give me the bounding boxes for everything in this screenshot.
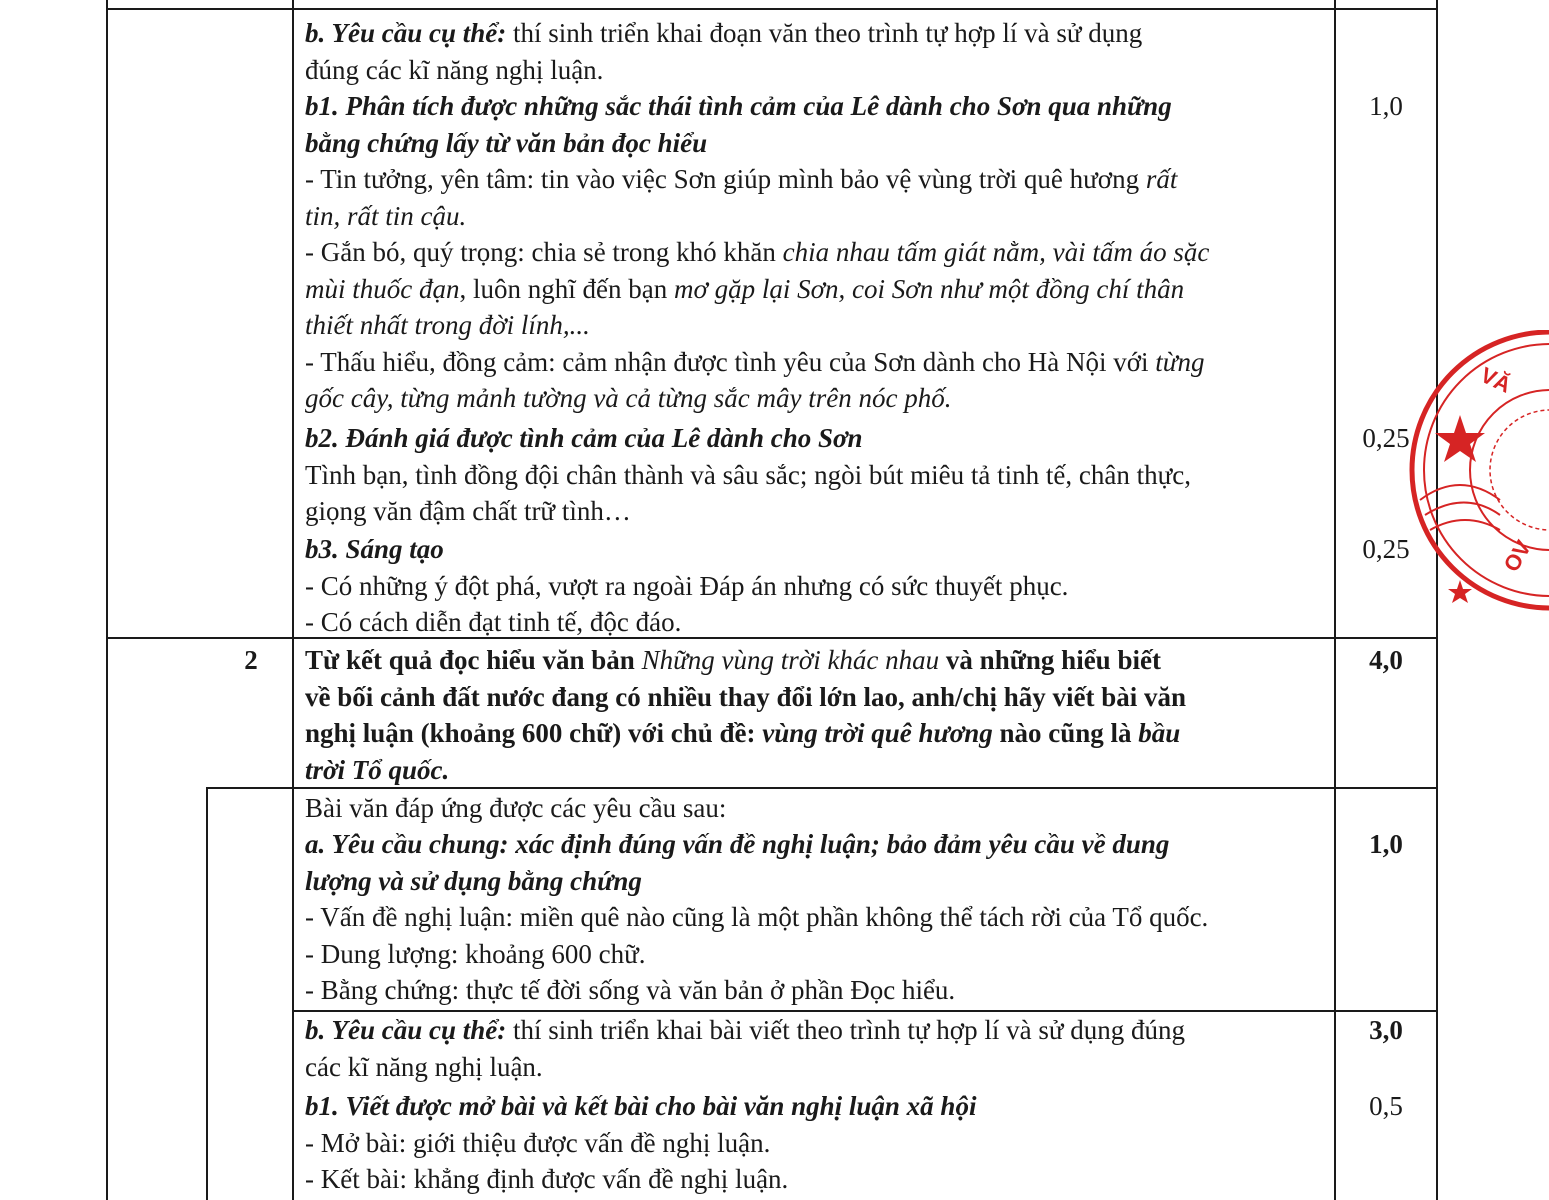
seal-text-bottom: OV (1498, 536, 1537, 577)
text-line (305, 1125, 770, 1161)
text-line (305, 457, 1191, 493)
text-line (305, 790, 726, 826)
text-segment: nào cũng là (992, 718, 1139, 748)
text-line (305, 936, 646, 972)
text-segment: các kĩ năng nghị luận. (305, 1051, 543, 1082)
text-segment: Tình bạn, tình đồng đội chân thành và sâu sắc; ngòi bút miêu tả tinh tế, chân thực, (305, 459, 1191, 490)
score-cell: 0,5 (1369, 1091, 1403, 1121)
text-segment: mơ gặp lại Sơn, coi Sơn như một đồng chí thân (673, 273, 1185, 304)
text-line (305, 344, 1205, 380)
text-line (305, 863, 642, 899)
text-segment: từng (1155, 346, 1205, 377)
text-line (305, 88, 1172, 124)
text-segment: - Gắn bó, quý trọng: chia sẻ trong khó khăn (305, 237, 783, 267)
text-segment: Những vùng trời khác nhau (641, 645, 940, 675)
text-segment: thiết nhất trong đời lính,... (305, 310, 590, 340)
text-line (305, 234, 1209, 270)
text-segment: về bối cảnh đất nước đang có nhiều thay đổi lớn lao, anh/chị hãy viết bài văn (305, 681, 1187, 712)
seal-text-top: VĂ (1476, 362, 1515, 398)
text-segment: - Có cách diễn đạt tinh tế, độc đáo. (305, 607, 682, 637)
text-line (305, 899, 1208, 935)
text-segment: b1. Phân tích được những sắc thái tình cảm của Lê dành cho Sơn qua những (305, 91, 1172, 121)
text-segment: a. Yêu cầu chung: xác định đúng vấn đề nghị luận; bảo đảm yêu cầu về dung (305, 829, 1170, 859)
text-line (305, 493, 631, 529)
text-segment: vùng trời quê hương (762, 718, 993, 748)
text-line (305, 198, 466, 234)
text-segment: tin, rất tin cậu. (305, 200, 467, 231)
text-line (305, 715, 1180, 751)
text-line (305, 826, 1169, 862)
text-line (305, 604, 681, 640)
text-segment: mùi thuốc đạn (305, 273, 460, 304)
text-line (305, 420, 862, 456)
text-line (305, 568, 1068, 604)
score-cell: 0,25 (1362, 534, 1410, 564)
text-line (305, 161, 1177, 197)
text-segment: b. Yêu cầu cụ thể: (305, 18, 507, 48)
text-segment: và những hiểu biết (939, 645, 1161, 675)
text-line (305, 52, 603, 88)
text-segment: Từ kết quả đọc hiểu văn bản (305, 645, 642, 675)
text-line (305, 380, 951, 416)
text-segment: - Mở bài: giới thiệu được vấn đề nghị luận. (305, 1127, 771, 1158)
text-segment: - Vấn đề nghị luận: miền quê nào cũng là một phần không thể tách rời của Tổ quốc. (305, 902, 1209, 932)
text-segment: giọng văn đậm chất trữ tình… (305, 496, 631, 526)
score-cell: 1,0 (1369, 91, 1403, 121)
text-segment: b1. Viết được mở bài và kết bài cho bài văn nghị luận xã hội (305, 1091, 977, 1121)
text-segment: rất (1145, 164, 1178, 194)
text-segment: b. Yêu cầu cụ thể: (305, 1015, 507, 1045)
text-segment: - Thấu hiểu, đồng cảm: cảm nhận được tình yêu của Sơn dành cho Hà Nội với (305, 346, 1156, 377)
text-line (305, 679, 1186, 715)
question-number: 2 (244, 645, 258, 675)
text-segment: , luôn nghĩ đến bạn (459, 273, 674, 304)
text-segment: b3. Sáng tạo (305, 534, 444, 564)
score-cell: 1,0 (1369, 829, 1403, 859)
text-segment: - Dung lượng: khoảng 600 chữ. (305, 938, 646, 969)
text-line (305, 307, 590, 343)
text-line (305, 1088, 976, 1124)
text-segment: bằng chứng lấy từ văn bản đọc hiểu (305, 127, 708, 158)
table-top-border (106, 8, 1438, 10)
text-line (305, 271, 1184, 307)
text-segment: trời Tổ quốc. (305, 754, 450, 785)
text-segment: - Có những ý đột phá, vượt ra ngoài Đáp án nhưng có sức thuyết phục. (305, 570, 1069, 601)
text-line (305, 972, 955, 1008)
official-seal-icon (1400, 330, 1549, 630)
text-segment: b2. Đánh giá được tình cảm của Lê dành cho Sơn (305, 423, 863, 453)
text-segment: lượng và sử dụng bằng chứng (305, 865, 642, 896)
table-border-left (106, 0, 108, 1200)
text-segment: đúng các kĩ năng nghị luận. (305, 54, 604, 85)
text-line (305, 1012, 1185, 1048)
text-segment: thí sinh triển khai đoạn văn theo trình tự hợp lí và sử dụng (506, 18, 1143, 48)
text-segment: chia nhau tấm giát nằm, vài tấm áo sặc (782, 237, 1210, 267)
text-line (305, 15, 1142, 51)
score-cell: 3,0 (1369, 1015, 1403, 1045)
text-segment: - Bằng chứng: thực tế đời sống và văn bản ở phần Đọc hiểu. (305, 975, 956, 1005)
text-line (305, 642, 1161, 678)
text-line (305, 1161, 788, 1197)
inner-col-divider (206, 787, 208, 1200)
score-cell: 0,25 (1362, 423, 1410, 453)
text-segment: - Kết bài: khẳng định được vấn đề nghị luận. (305, 1164, 789, 1194)
score-cell: 4,0 (1369, 645, 1403, 675)
text-segment: - Tin tưởng, yên tâm: tin vào việc Sơn giúp mình bảo vệ vùng trời quê hương (305, 164, 1146, 194)
text-segment: thí sinh triển khai bài viết theo trình tự hợp lí và sử dụng đúng (506, 1015, 1185, 1045)
text-line (305, 1049, 543, 1085)
text-segment: Bài văn đáp ứng được các yêu cầu sau: (305, 793, 727, 823)
table-border-col2 (292, 0, 294, 1200)
text-line (305, 531, 444, 567)
text-segment: gốc cây, từng mảnh tường và cả từng sắc mây trên nóc phố. (305, 383, 952, 413)
text-line (305, 752, 449, 788)
text-line (305, 125, 707, 161)
text-segment: bầu (1138, 718, 1181, 748)
text-segment: nghị luận (khoảng 600 chữ) với chủ đề: (305, 718, 763, 748)
